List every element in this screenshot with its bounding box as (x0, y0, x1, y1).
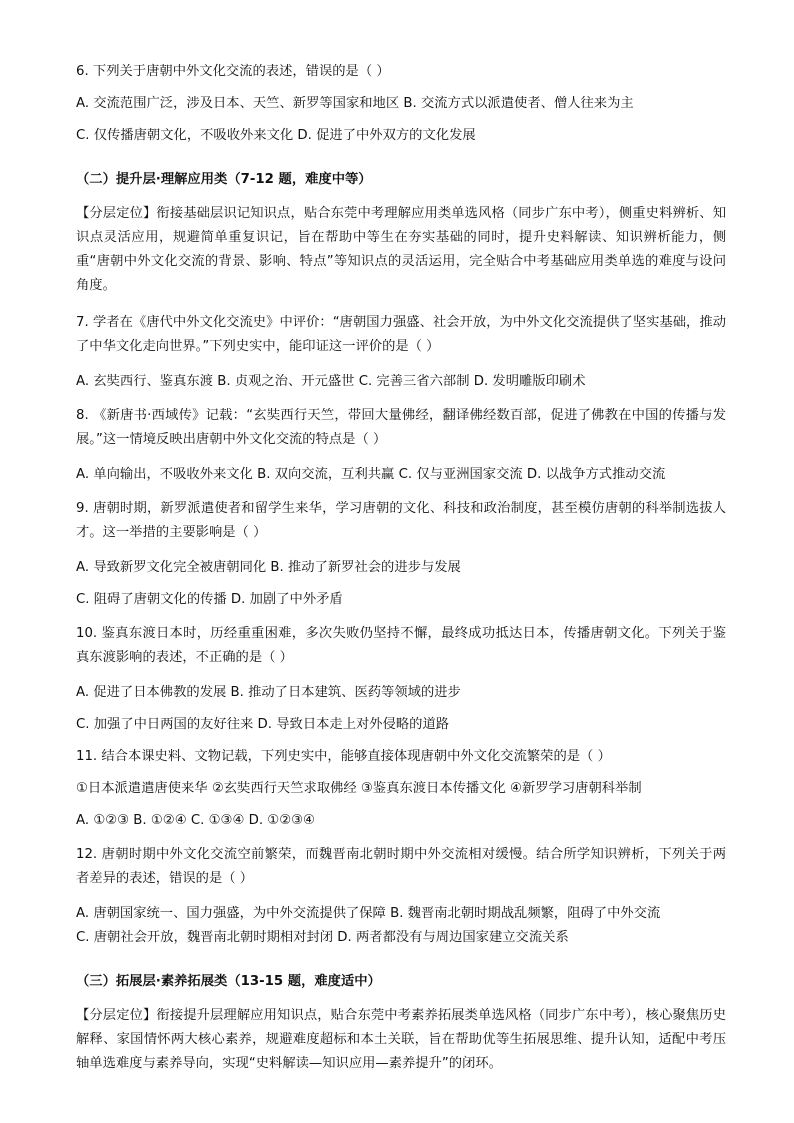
question-7-stem: 7. 学者在《唐代中外文化交流史》中评价：“唐朝国力强盛、社会开放，为中外文化交流提供了坚实基础，推动了中华文化走向世界。”下列史实中，能印证这一评价的是（ ） (76, 315, 726, 354)
question-6-options-ab: A. 交流范围广泛，涉及日本、天竺、新罗等国家和地区 B. 交流方式以派遣使者、僧人往来为主 (76, 96, 634, 111)
question-11-stem: 11. 结合本课史料、文物记载，下列史实中，能够直接体现唐朝中外文化交流繁荣的是（ ） (76, 749, 611, 764)
question-9-options-ab: A. 导致新罗文化完全被唐朝同化 B. 推动了新罗社会的进步与发展 (76, 560, 461, 575)
question-12-options-ab: A. 唐朝国家统一、国力强盛，为中外交流提供了保障 B. 魏晋南北朝时期战乱频繁，阻碍了中外交流 (76, 906, 661, 921)
question-10-options-ab: A. 促进了日本佛教的发展 B. 推动了日本建筑、医药等领域的进步 (76, 685, 461, 700)
question-6-stem: 6. 下列关于唐朝中外文化交流的表述，错误的是（ ） (76, 64, 390, 79)
section-3-heading: （三）拓展层·素养拓展类（13-15 题，难度适中） (76, 974, 381, 989)
question-9-options-cd: C. 阻碍了唐朝文化的传播 D. 加剧了中外矛盾 (76, 592, 343, 607)
question-10-stem: 10. 鉴真东渡日本时，历经重重困难，多次失败仍坚持不懈，最终成功抵达日本，传播唐朝文化。下列关于鉴真东渡影响的表述，不正确的是（ ） (76, 626, 726, 665)
document-page (76, 62, 726, 1076)
section-2-intro: 【分层定位】衔接基础层识记知识点，贴合东莞中考理解应用类单选风格（同步广东中考），侧重史料辨析、知识点灵活应用，规避简单重复识记，旨在帮助中等生在夯实基础的同时，提升史料解读、知识辨析能力，侧重“唐朝中外文化交流的背景、影响、特点”等知识点的灵活运用，完全贴合中考基础应用类单选的难度与设问角度。 (76, 206, 726, 293)
question-8-options: A. 单向输出，不吸收外来文化 B. 双向交流，互利共赢 C. 仅与亚洲国家交流 D. 以战争方式推动交流 (76, 467, 666, 482)
section-2-heading: （二）提升层·理解应用类（7-12 题，难度中等） (76, 172, 372, 187)
question-12-stem: 12. 唐朝时期中外文化交流空前繁荣，而魏晋南北朝时期中外交流相对缓慢。结合所学知识辨析，下列关于两者差异的表述，错误的是（ ） (76, 847, 726, 886)
question-11-items: ①日本派遣遣唐使来华 ②玄奘西行天竺求取佛经 ③鉴真东渡日本传播文化 ④新罗学习唐朝科举制 (76, 781, 642, 796)
question-11-options: A. ①②③ B. ①②④ C. ①③④ D. ①②③④ (76, 813, 315, 828)
question-10-options-cd: C. 加强了中日两国的友好往来 D. 导致日本走上对外侵略的道路 (76, 717, 450, 732)
question-9-stem: 9. 唐朝时期，新罗派遣使者和留学生来华，学习唐朝的文化、科技和政治制度，甚至模仿唐朝的科举制选拔人才。这一举措的主要影响是（ ） (76, 501, 726, 540)
question-12-options-cd: C. 唐朝社会开放，魏晋南北朝时期相对封闭 D. 两者都没有与周边国家建立交流关系 (76, 930, 569, 945)
question-7-options: A. 玄奘西行、鉴真东渡 B. 贞观之治、开元盛世 C. 完善三省六部制 D. 发明雕版印刷术 (76, 374, 586, 389)
question-8-stem: 8. 《新唐书·西域传》记载：“玄奘西行天竺，带回大量佛经，翻译佛经数百部，促进了佛教在中国的传播与发展。”这一情境反映出唐朝中外文化交流的特点是（ ） (76, 408, 726, 447)
section-3-intro: 【分层定位】衔接提升层理解应用知识点，贴合东莞中考素养拓展类单选风格（同步广东中考），核心聚焦历史解释、家国情怀两大核心素养，规避难度超标和本土关联，旨在帮助优等生拓展思维、提升认知，适配中考压轴单选难度与素养导向，实现“史料解读—知识应用—素养提升”的闭环。 (76, 1008, 726, 1071)
question-6-options-cd: C. 仅传播唐朝文化，不吸收外来文化 D. 促进了中外双方的文化发展 (76, 128, 476, 143)
